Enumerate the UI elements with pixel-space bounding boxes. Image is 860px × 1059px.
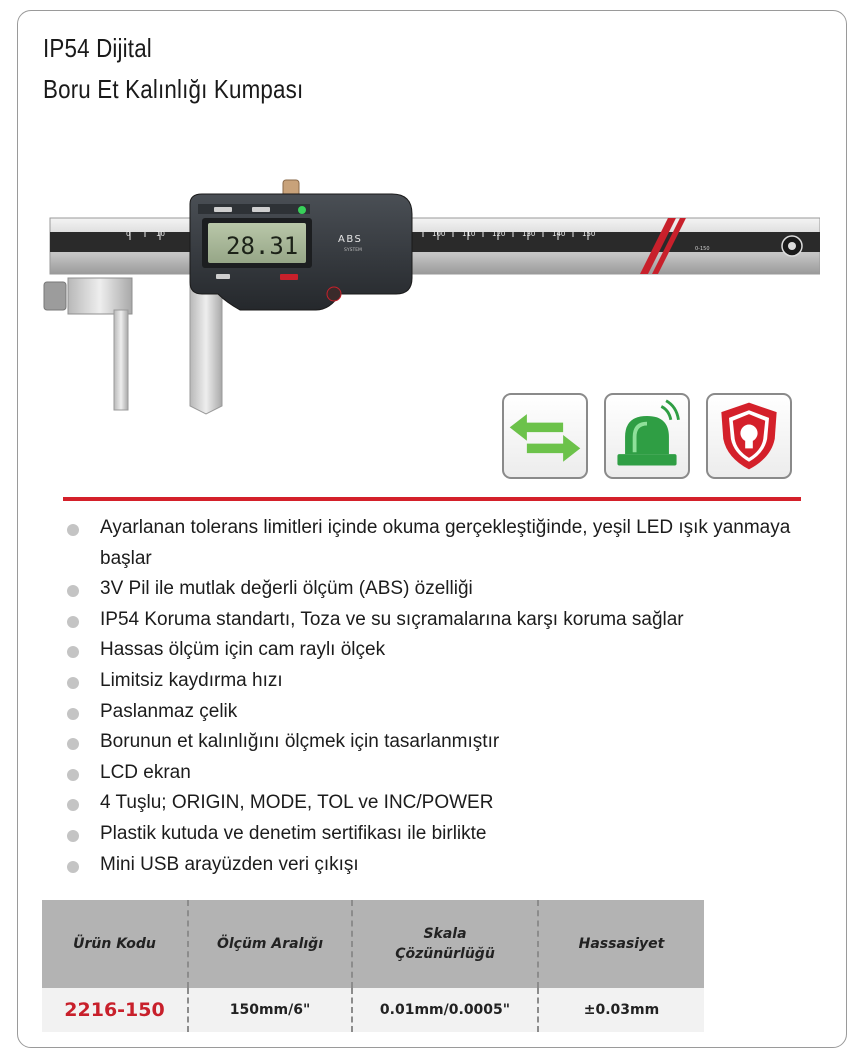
bullet-icon bbox=[67, 585, 79, 597]
list-item bbox=[63, 819, 803, 850]
feature-text: Ayarlanan tolerans limitleri içinde okuma gerçekleştiğinde, yeşil LED ışık yanmaya başlar bbox=[100, 517, 791, 569]
bullet-icon bbox=[67, 677, 79, 689]
scale-number: 10 bbox=[156, 230, 165, 238]
bidirectional-arrows-icon bbox=[502, 393, 588, 479]
feature-text: LCD ekran bbox=[100, 761, 191, 783]
list-item bbox=[63, 513, 803, 574]
cell-accuracy: ±0.03mm bbox=[538, 988, 704, 1032]
bullet-icon bbox=[67, 524, 79, 536]
logo-icon bbox=[782, 236, 802, 256]
bullet-icon bbox=[67, 830, 79, 842]
list-item bbox=[63, 697, 803, 728]
svg-text:0-150: 0-150 bbox=[695, 246, 710, 252]
scale-number: 100 bbox=[432, 230, 446, 238]
feature-text: Limitsiz kaydırma hızı bbox=[100, 669, 283, 691]
green-led-icon bbox=[604, 393, 690, 479]
feature-text: IP54 Koruma standartı, Toza ve su sıçramalarına karşı koruma sağlar bbox=[100, 608, 684, 630]
title-line-2: Boru Et Kalınlığı Kumpası bbox=[43, 74, 304, 104]
header-accuracy: Hassasiyet bbox=[538, 900, 704, 988]
list-item bbox=[63, 788, 803, 819]
bullet-icon bbox=[67, 799, 79, 811]
cell-resolution: 0.01mm/0.0005" bbox=[352, 988, 538, 1032]
scale-number: 110 bbox=[462, 230, 476, 238]
scale-number: 140 bbox=[552, 230, 566, 238]
list-item bbox=[63, 758, 803, 789]
shield-protection-icon bbox=[706, 393, 792, 479]
table-header-row bbox=[42, 900, 704, 988]
lcd-reading: 28.31 bbox=[226, 232, 299, 260]
list-item bbox=[63, 727, 803, 758]
bullet-icon bbox=[67, 616, 79, 628]
spec-table bbox=[42, 900, 704, 1032]
bullet-icon bbox=[67, 708, 79, 720]
scale-number: 0 bbox=[126, 230, 131, 238]
product-title bbox=[43, 28, 303, 110]
caliper-slider-body bbox=[190, 194, 412, 310]
feature-text: 4 Tuşlu; ORIGIN, MODE, TOL ve INC/POWER bbox=[100, 792, 494, 814]
cell-product-code: 2216-150 bbox=[42, 988, 188, 1032]
list-item bbox=[63, 574, 803, 605]
abs-badge-sub: SYSTEM bbox=[344, 248, 362, 253]
feature-text: Paslanmaz çelik bbox=[100, 700, 238, 722]
header-measuring-range: Ölçüm Aralığı bbox=[188, 900, 352, 988]
list-item bbox=[63, 605, 803, 636]
bullet-icon bbox=[67, 861, 79, 873]
feature-text: Mini USB arayüzden veri çıkışı bbox=[100, 853, 359, 875]
title-line-1: IP54 Dijital bbox=[43, 33, 152, 63]
feature-text: Hassas ölçüm için cam raylı ölçek bbox=[100, 639, 386, 661]
list-item bbox=[63, 666, 803, 697]
list-item bbox=[63, 850, 803, 881]
scale-number: 120 bbox=[492, 230, 506, 238]
feature-text: 3V Pil ile mutlak değerli ölçüm (ABS) özelliği bbox=[100, 578, 473, 600]
feature-text: Borunun et kalınlığını ölçmek için tasarlanmıştır bbox=[100, 731, 500, 753]
table-row bbox=[42, 988, 704, 1032]
scale-number: 130 bbox=[522, 230, 536, 238]
bullet-icon bbox=[67, 738, 79, 750]
feature-text: Plastik kutuda ve denetim sertifikası ile birlikte bbox=[100, 822, 487, 844]
feature-list bbox=[63, 513, 803, 880]
cell-measuring-range: 150mm/6" bbox=[188, 988, 352, 1032]
list-item bbox=[63, 635, 803, 666]
abs-badge: ABS bbox=[338, 234, 363, 245]
scale-number: 150 bbox=[582, 230, 596, 238]
caliper-image bbox=[40, 170, 820, 420]
bullet-icon bbox=[67, 646, 79, 658]
header-resolution bbox=[352, 900, 538, 988]
bullet-icon bbox=[67, 769, 79, 781]
header-product-code: Ürün Kodu bbox=[42, 900, 188, 988]
section-divider bbox=[63, 497, 801, 501]
header-resolution-text: Skala Çözünürlüğü bbox=[395, 926, 495, 962]
